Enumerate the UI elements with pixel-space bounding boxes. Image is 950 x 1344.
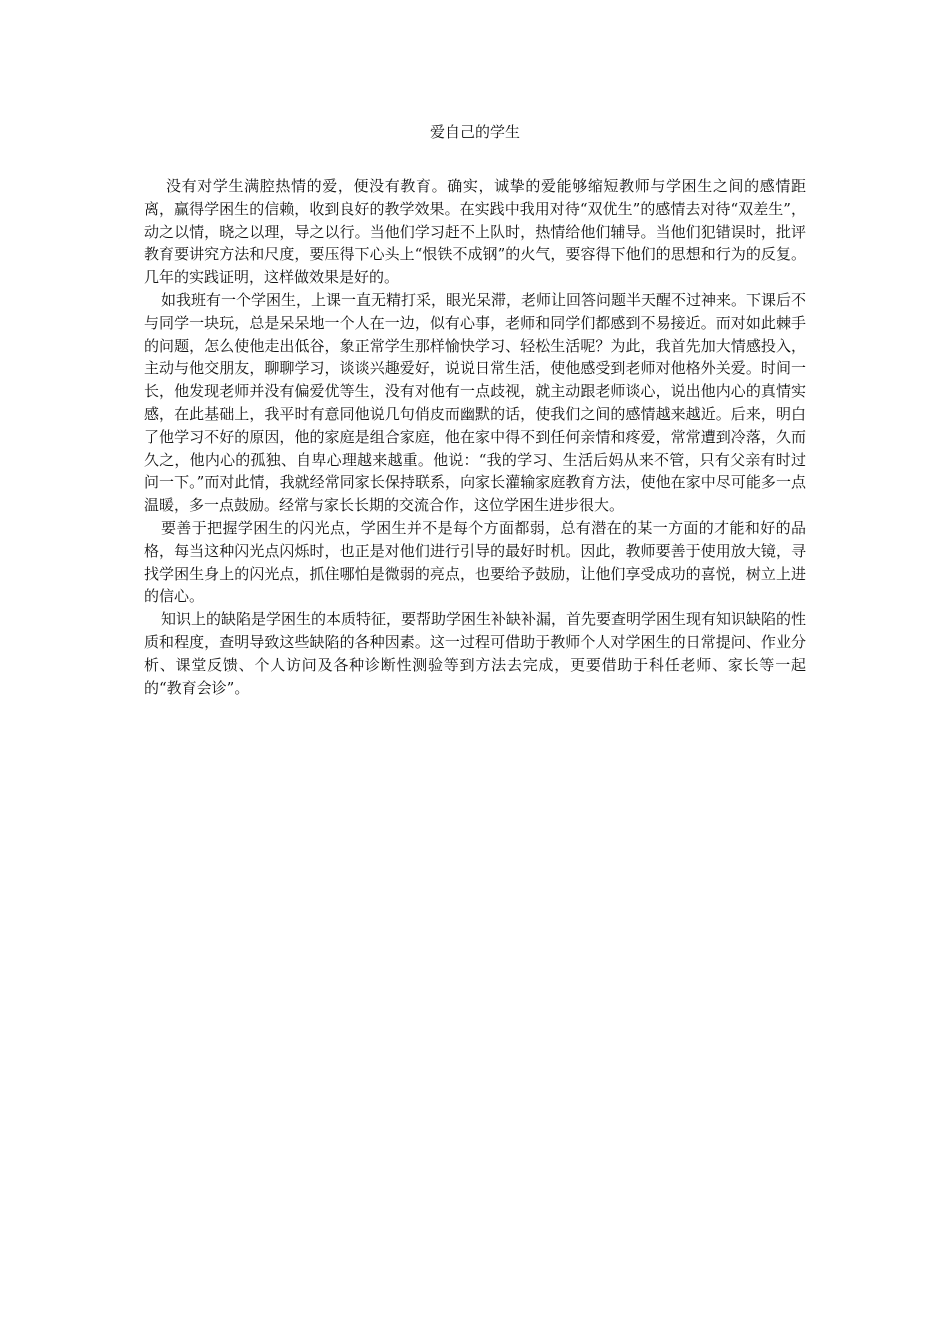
document-body bbox=[144, 120, 806, 699]
paragraph-4: 知识上的缺陷是学困生的本质特征，要帮助学困生补缺补漏，首先要查明学困生现有知识缺陷的性质和程度，查明导致这些缺陷的各种因素。这一过程可借助于教师个人对学困生的日常提问、作业分析、课堂反馈、个人访问及各种诊断性测验等到方法去完成，更要借助于科任老师、家长等一起的“教育会诊”。 bbox=[144, 610, 807, 697]
paragraph-1: 没有对学生满腔热情的爱，便没有教育。确实，诚挚的爱能够缩短教师与学困生之间的感情距离，赢得学困生的信赖，收到良好的教学效果。在实践中我用对待“双优生”的感情去对待“双差生”，动之以情，晓之以理，导之以行。当他们学习赶不上队时，热情给他们辅导。当他们犯错误时，批评教育要讲究方法和尺度，要压得下心头上“恨铁不成钢”的火气，要容得下他们的思想和行为的反复。几年的实践证明，这样做效果是好的。 bbox=[144, 177, 806, 287]
paragraph-3: 要善于把握学困生的闪光点，学困生并不是每个方面都弱，总有潜在的某一方面的才能和好的品格，每当这种闪光点闪烁时，也正是对他们进行引导的最好时机。因此，教师要善于使用放大镜，寻找学困生身上的闪光点，抓住哪怕是微弱的亮点，也要给予鼓励，让他们享受成功的喜悦，树立上进的信心。 bbox=[144, 518, 806, 606]
paragraph-2: 如我班有一个学困生，上课一直无精打采，眼光呆滞，老师让回答问题半天醒不过神来。下课后不与同学一块玩，总是呆呆地一个人在一边，似有心事，老师和同学们都感到不易接近。而对如此棘手的问题，怎么使他走出低谷，象正常学生那样愉快学习、轻松生活呢？为此，我首先加大情感投入，主动与他交朋友，聊聊学习，谈谈兴趣爱好，说说日常生活，使他感受到老师对他格外关爱。时间一长，他发现老师并没有偏爱优等生，没有对他有一点歧视，就主动跟老师谈心，说出他内心的真情实感，在此基础上，我平时有意同他说几句俏皮而幽默的话，使我们之间的感情越来越近。后来，明白了他学习不好的原因，他的家庭是组合家庭，他在家中得不到任何亲情和疼爱，常常遭到冷落，久而久之，他内心的孤独、自卑心理越来越重。他说：“我的学习、生活后妈从来不管，只有父亲有时过问一下。”而对此情，我就经常同家长保持联系，向家长灌输家庭教育方法，使他在家中尽可能多一点温暖，多一点鼓励。经常与家长长期的交流合作，这位学困生进步很大。 bbox=[144, 290, 807, 515]
document-title: 爱自己的学生 bbox=[429, 123, 520, 141]
